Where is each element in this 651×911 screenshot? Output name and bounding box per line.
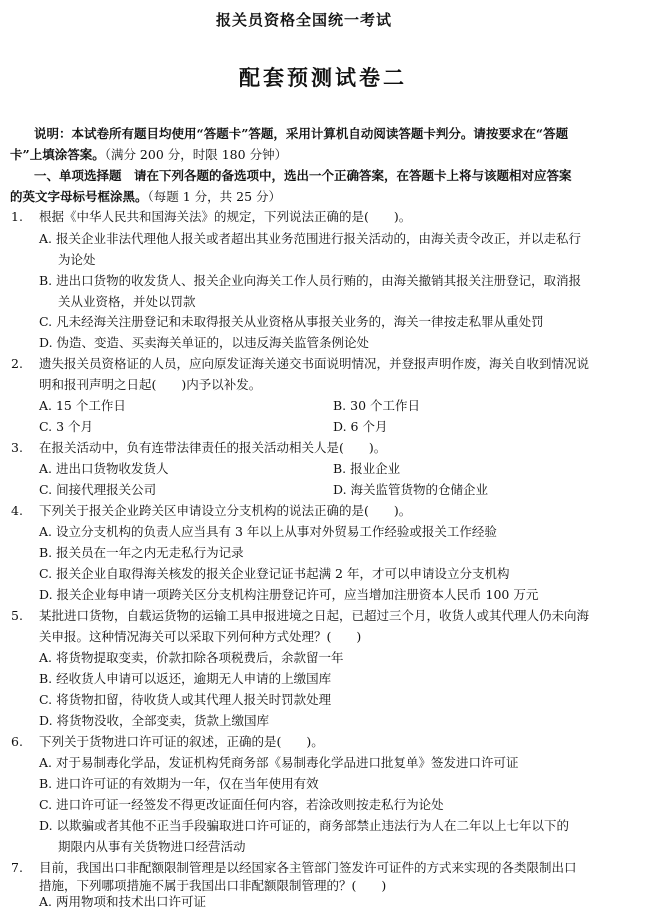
exam-header: 报关员资格全国统一考试 [216, 11, 393, 29]
question-option: C. 凡未经海关注册登记和未取得报关从业资格从事报关业务的，海关一律按走私罪从重处罚 [39, 314, 544, 329]
question-option: D. 海关监管货物的仓储企业 [333, 482, 489, 497]
question-option: C. 间接代理报关公司 [39, 482, 157, 497]
question-option: A. 进出口货物收发货人 [39, 461, 169, 476]
question-option: A. 15 个工作日 [39, 398, 126, 413]
question-option: C. 3 个月 [39, 419, 93, 434]
question-stem: 目前，我国出口非配额限制管理是以经国家各主管部门签发许可证件的方式来实现的各类限制出口 [39, 860, 577, 875]
question-option: B. 报业企业 [333, 461, 401, 476]
question-option: C. 将货物扣留，待收货人或其代理人报关时罚款处理 [39, 692, 332, 707]
instructions-line-1: 说明：本试卷所有题目均使用“答题卡”答题，采用计算机自动阅读答题卡判分。请按要求在“答题 [34, 126, 569, 141]
section-heading-line-1: 一、单项选择题 请在下列各题的备选项中，选出一个正确答案，在答题卡上将与该题相对应答案 [34, 168, 572, 183]
question-option: A. 报关企业非法代理他人报关或者超出其业务范围进行报关活动的，由海关责令改正，并以走私行 [39, 231, 581, 246]
paper-title: 配套预测试卷二 [239, 65, 407, 90]
question-option: D. 将货物没收，全部变卖，货款上缴国库 [39, 713, 270, 728]
question-option: A. 两用物项和技术出口许可证 [39, 894, 206, 909]
question-option: B. 经收货人申请可以返还，逾期无人申请的上缴国库 [39, 671, 332, 686]
question-stem: 关申报。这种情况海关可以采取下列何种方式处理？( ) [39, 629, 362, 644]
question-number: 6. [11, 734, 23, 749]
question-number: 7. [11, 860, 23, 875]
question-option: A. 设立分支机构的负责人应当具有 3 年以上从事对外贸易工作经验或报关工作经验 [39, 524, 497, 539]
question-stem: 明和报刊声明之日起( )内予以补发。 [39, 377, 262, 392]
question-option-continuation: 关从业资格，并处以罚款 [58, 294, 196, 309]
question-number: 1. [11, 209, 23, 224]
question-stem: 在报关活动中，负有连带法律责任的报关活动相关人是( )。 [39, 440, 387, 455]
question-number: 5. [11, 608, 23, 623]
question-number: 2. [11, 356, 23, 371]
question-option: C. 报关企业自取得海关核发的报关企业登记证书起满 2 年，才可以申请设立分支机构 [39, 566, 510, 581]
question-stem: 某批进口货物，自载运货物的运输工具申报进境之日起，已超过三个月，收货人或其代理人仍未向海 [39, 608, 590, 623]
section-heading-line-2: 的英文字母标号框涂黑。（每题 1 分，共 25 分） [10, 189, 282, 204]
instructions-line-2: 卡”上填涂答案。（满分 200 分，时限 180 分钟） [10, 147, 288, 162]
question-option: D. 报关企业每申请一项跨关区分支机构注册登记许可，应当增加注册资本人民币 100 万元 [39, 587, 539, 602]
question-option-continuation: 期限内从事有关货物进口经营活动 [58, 839, 246, 854]
question-option: A. 对于易制毒化学品，发证机构凭商务部《易制毒化学品进口批复单》签发进口许可证 [39, 755, 519, 770]
question-stem: 遗失报关员资格证的人员，应向原发证海关递交书面说明情况，并登报声明作废，海关自收到情况说 [39, 356, 590, 371]
question-option: D. 伪造、变造、买卖海关单证的，以违反海关监管条例论处 [39, 335, 370, 350]
question-option: B. 报关员在一年之内无走私行为记录 [39, 545, 244, 560]
question-option: C. 进口许可证一经签发不得更改证面任何内容，若涂改则按走私行为论处 [39, 797, 444, 812]
question-option: B. 进口许可证的有效期为一年，仅在当年使用有效 [39, 776, 319, 791]
question-stem: 根据《中华人民共和国海关法》的规定，下列说法正确的是( )。 [39, 209, 412, 224]
question-stem: 下列关于报关企业跨关区申请设立分支机构的说法正确的是( )。 [39, 503, 412, 518]
question-option: D. 6 个月 [333, 419, 388, 434]
question-option: B. 进出口货物的收发货人、报关企业向海关工作人员行贿的，由海关撤销其报关注册登记，取消报 [39, 273, 582, 288]
question-option-continuation: 为论处 [58, 252, 96, 267]
question-number: 4. [11, 503, 23, 518]
question-stem: 措施，下列哪项措施不属于我国出口非配额限制管理的？( ) [39, 878, 387, 893]
question-number: 3. [11, 440, 23, 455]
question-option: A. 将货物提取变卖，价款扣除各项税费后，余款留一年 [39, 650, 344, 665]
question-stem: 下列关于货物进口许可证的叙述，正确的是( )。 [39, 734, 324, 749]
question-option: D. 以欺骗或者其他不正当手段骗取进口许可证的，商务部禁止违法行为人在二年以上七年以下的 [39, 818, 570, 833]
question-option: B. 30 个工作日 [333, 398, 421, 413]
